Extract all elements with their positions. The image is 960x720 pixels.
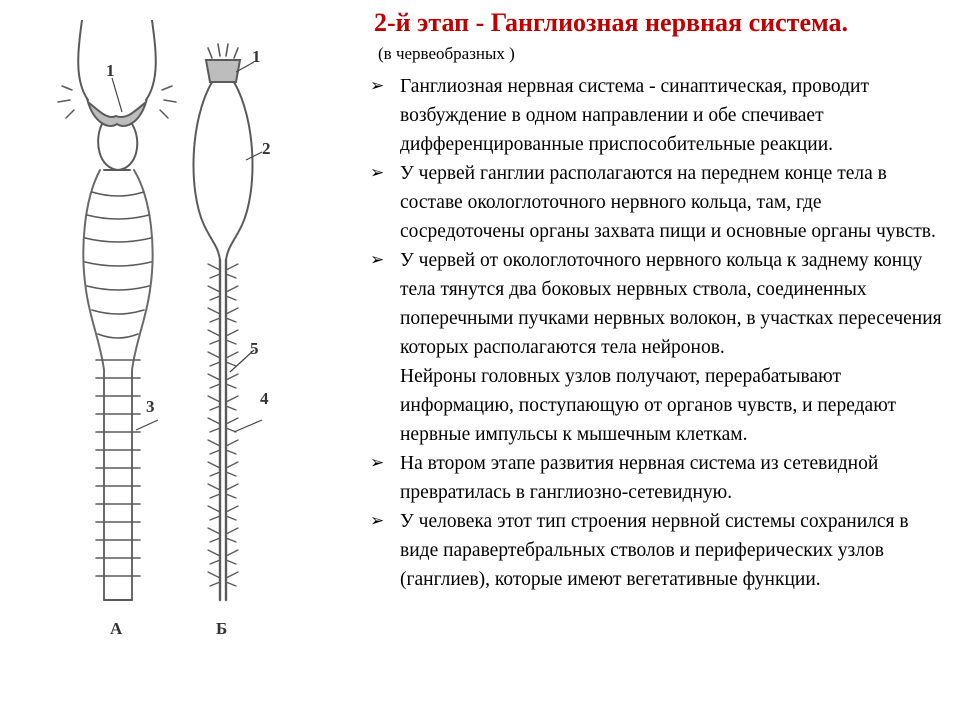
nerve-branch <box>208 374 220 388</box>
bullet-item <box>366 246 951 449</box>
bullet-list <box>366 72 951 594</box>
commissure <box>85 262 151 266</box>
nerve-branch <box>208 396 220 410</box>
slide-subtitle: (в червеобразных ) <box>378 44 515 63</box>
chevron-arrow-icon: ➢ <box>370 163 385 183</box>
nerve-branch <box>208 264 220 278</box>
commissure <box>87 286 149 290</box>
nerve-branch <box>208 418 220 432</box>
bullet-item <box>366 449 951 507</box>
nerve-branch <box>226 462 238 476</box>
commissure <box>85 238 151 242</box>
nerve-branch <box>208 484 220 498</box>
nerve-branch <box>226 352 238 366</box>
label-B: Б <box>216 619 228 638</box>
nerve-branch <box>226 286 238 300</box>
bullet-text: Ганглиозная нервная система - синаптическая, проводит возбуждение в одном направлении и обе спечивает дифференцированные приспособительные реакции. <box>400 76 869 155</box>
nerve-branch <box>226 308 238 322</box>
nerve-branch <box>208 462 220 476</box>
nerve-branch <box>226 528 238 542</box>
bullet-item <box>366 159 951 246</box>
label-4: 4 <box>260 389 269 408</box>
nerve-branch <box>226 550 238 564</box>
label-1-b: 1 <box>252 47 261 66</box>
commissure <box>87 215 149 219</box>
nerve-branch <box>208 440 220 454</box>
nerve-branch <box>208 286 220 300</box>
bullet-extra-text: Нейроны головных узлов получают, перерабатывают информацию, поступающую от органов чувств, и передают нервные импульсы к мышечным клеткам. <box>400 366 897 445</box>
nerve-branch <box>226 264 238 278</box>
nerve-branch <box>226 330 238 344</box>
label-A: А <box>110 619 123 638</box>
nerve-branch <box>226 506 238 520</box>
nerve-branch <box>208 330 220 344</box>
nerve-branch <box>208 506 220 520</box>
label-5: 5 <box>250 339 259 358</box>
bullet-text: У червей от окологлоточного нервного кольца к заднему концу тела тянутся два боковых нервных ствола, соединенных поперечными пучками нервных волокон, в участках пересечения которых располагаются тела нейронов. <box>400 250 942 358</box>
label-1-a: 1 <box>106 61 115 80</box>
chevron-arrow-icon: ➢ <box>370 250 385 270</box>
bullet-text: У человека этот тип строения нервной системы сохранился в виде паравертебральных стволов и периферических узлов (ганглиев), которые имеют вегетативные функции. <box>400 511 909 590</box>
chevron-arrow-icon: ➢ <box>370 511 385 531</box>
slide-title: 2-й этап - Ганглиозная нервная система. <box>374 8 849 37</box>
worm-diagram <box>40 20 340 660</box>
nerve-branch <box>226 484 238 498</box>
bullet-text: На втором этапе развития нервная система из сетевидной превратилась в ганглиозно-сетевидную. <box>400 453 879 503</box>
label-3: 3 <box>146 397 155 416</box>
commissure <box>98 334 138 338</box>
nerve-branch <box>226 440 238 454</box>
bullet-text: У червей ганглии располагаются на переднем конце тела в составе окологлоточного нервного кольца, там, где сосредоточены органы захвата пищи и основные органы чувств. <box>400 163 936 242</box>
bullet-item <box>366 507 951 594</box>
nerve-branch <box>226 418 238 432</box>
nerve-branch <box>226 572 238 586</box>
nerve-branch <box>208 550 220 564</box>
commissure <box>92 310 144 314</box>
chevron-arrow-icon: ➢ <box>370 453 385 473</box>
label-2: 2 <box>262 139 271 158</box>
nerve-branch <box>208 528 220 542</box>
commissure <box>92 192 144 196</box>
nerve-branch <box>208 352 220 366</box>
chevron-arrow-icon: ➢ <box>370 76 385 96</box>
bullet-item <box>366 72 951 159</box>
nerve-branch <box>226 374 238 388</box>
nervous-system-figure <box>40 20 340 660</box>
nerve-branch <box>208 308 220 322</box>
nerve-branch <box>226 396 238 410</box>
nerve-branch <box>208 572 220 586</box>
